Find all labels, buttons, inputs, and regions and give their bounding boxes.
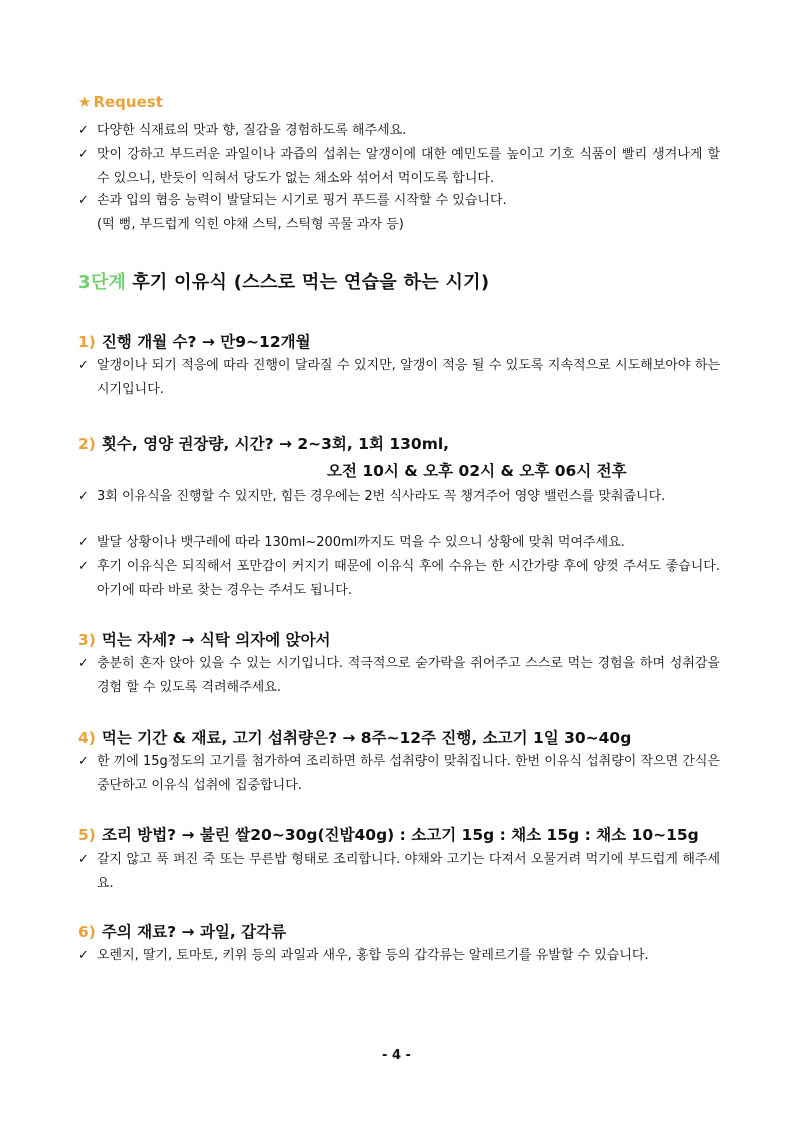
section-number: 6) bbox=[78, 923, 96, 941]
section-item-text: 발달 상황이나 뱃구레에 따라 130ml~200ml까지도 먹을 수 있으니 상황에 맞춰 먹여주세요. bbox=[97, 535, 625, 550]
checkmark-icon: ✓ bbox=[78, 193, 89, 208]
section-heading-4 bbox=[78, 726, 631, 748]
checkmark-icon: ✓ bbox=[78, 852, 89, 867]
section-number: 4) bbox=[78, 729, 96, 747]
section-item bbox=[78, 944, 720, 968]
request-item-text: 다양한 식재료의 맛과 향, 질감을 경험하도록 해주세요. bbox=[97, 123, 407, 138]
section-heading-2-line2: 오전 10시 & 오후 02시 & 오후 06시 전후 bbox=[327, 462, 627, 480]
checkmark-icon: ✓ bbox=[78, 147, 89, 162]
section-item bbox=[78, 531, 720, 555]
stage-number: 3단계 bbox=[78, 272, 127, 293]
section-item bbox=[78, 555, 720, 602]
section-heading-text: 조리 방법? → 불린 쌀20~30g(진밥40g) : 소고기 15g : 채소 15g : 채소 10~15g bbox=[101, 826, 699, 844]
request-title bbox=[78, 93, 163, 111]
checkmark-icon: ✓ bbox=[78, 489, 89, 504]
request-item bbox=[78, 189, 720, 236]
section-item bbox=[78, 485, 720, 509]
section-heading-1 bbox=[78, 330, 311, 352]
checkmark-icon: ✓ bbox=[78, 358, 89, 373]
section-heading-5 bbox=[78, 823, 699, 845]
section-heading-text: 주의 재료? → 과일, 갑각류 bbox=[101, 923, 287, 941]
star-icon: ★ bbox=[78, 93, 92, 111]
section-item bbox=[78, 750, 720, 797]
section-heading-3 bbox=[78, 628, 331, 650]
page-number: - 4 - bbox=[382, 1048, 411, 1063]
section-item-text: 3회 이유식을 진행할 수 있지만, 힘든 경우에는 2번 식사라도 꼭 챙겨주어 영양 밸런스를 맞춰줍니다. bbox=[97, 489, 666, 504]
section-item-text: 한 끼에 15g정도의 고기를 첨가하여 조리하면 하루 섭취량이 맞춰집니다. 한번 이유식 섭취량이 작으면 간식은 중단하고 이유식 섭취에 집중합니다. bbox=[97, 754, 720, 793]
request-item-note: (떡 뻥, 부드럽게 익힌 야채 스틱, 스틱형 곡물 과자 등) bbox=[97, 216, 404, 232]
section-item bbox=[78, 652, 720, 699]
request-item bbox=[78, 119, 720, 143]
checkmark-icon: ✓ bbox=[78, 535, 89, 550]
section-item bbox=[78, 354, 720, 401]
checkmark-icon: ✓ bbox=[78, 948, 89, 963]
section-heading-text: 횟수, 영양 권장량, 시간? → 2~3회, 1회 130ml, bbox=[101, 435, 450, 453]
section-number: 1) bbox=[78, 333, 96, 351]
checkmark-icon: ✓ bbox=[78, 754, 89, 769]
checkmark-icon: ✓ bbox=[78, 123, 89, 138]
section-item-text: 갈지 않고 푹 퍼진 죽 또는 무른밥 형태로 조리합니다. 야채와 고기는 다져서 오물거려 먹기에 부드럽게 해주세요. bbox=[97, 852, 720, 891]
request-title-text: Request bbox=[93, 93, 163, 111]
section-heading-text: 진행 개월 수? → 만9~12개월 bbox=[101, 333, 311, 351]
request-item-text: 맛이 강하고 부드러운 과일이나 과즙의 섭취는 알갱이에 대한 예민도를 높이고 기호 식품이 빨리 생겨나게 할 수 있으니, 반듯이 익혀서 당도가 없는 채소와 섞어서 먹이도록 합니다. bbox=[97, 147, 720, 186]
section-heading-6 bbox=[78, 920, 286, 942]
request-item-text: 손과 입의 협응 능력이 발달되는 시기로 핑거 푸드를 시작할 수 있습니다. bbox=[97, 193, 507, 208]
section-heading-2 bbox=[78, 432, 449, 454]
request-item bbox=[78, 143, 720, 190]
section-heading-text: 먹는 기간 & 재료, 고기 섭취량은? → 8주~12주 진행, 소고기 1일 30~40g bbox=[101, 729, 632, 747]
section-item-text: 알갱이나 되기 적응에 따라 진행이 달라질 수 있지만, 알갱이 적응 될 수 있도록 지속적으로 시도해보아야 하는 시기입니다. bbox=[97, 358, 720, 397]
section-item bbox=[78, 848, 720, 895]
section-item-text: 후기 이유식은 되직해서 포만감이 커지기 때문에 이유식 후에 수유는 한 시간가량 후에 양껏 주셔도 좋습니다. 아기에 따라 바로 찾는 경우는 주셔도 됩니다. bbox=[97, 559, 720, 598]
checkmark-icon: ✓ bbox=[78, 656, 89, 671]
stage-title: 후기 이유식 (스스로 먹는 연습을 하는 시기) bbox=[132, 272, 490, 293]
section-number: 3) bbox=[78, 631, 96, 649]
section-item-text: 오렌지, 딸기, 토마토, 키위 등의 과일과 새우, 홍합 등의 갑각류는 알레르기를 유발할 수 있습니다. bbox=[97, 948, 649, 963]
section-heading-text: 먹는 자세? → 식탁 의자에 앉아서 bbox=[101, 631, 331, 649]
section-number: 2) bbox=[78, 435, 96, 453]
section-number: 5) bbox=[78, 826, 96, 844]
section-item-text: 충분히 혼자 앉아 있을 수 있는 시기입니다. 적극적으로 숟가락을 쥐어주고 스스로 먹는 경험을 하며 성취감을 경험 할 수 있도록 격려해주세요. bbox=[97, 656, 720, 695]
stage-heading bbox=[78, 268, 489, 294]
checkmark-icon: ✓ bbox=[78, 559, 89, 574]
